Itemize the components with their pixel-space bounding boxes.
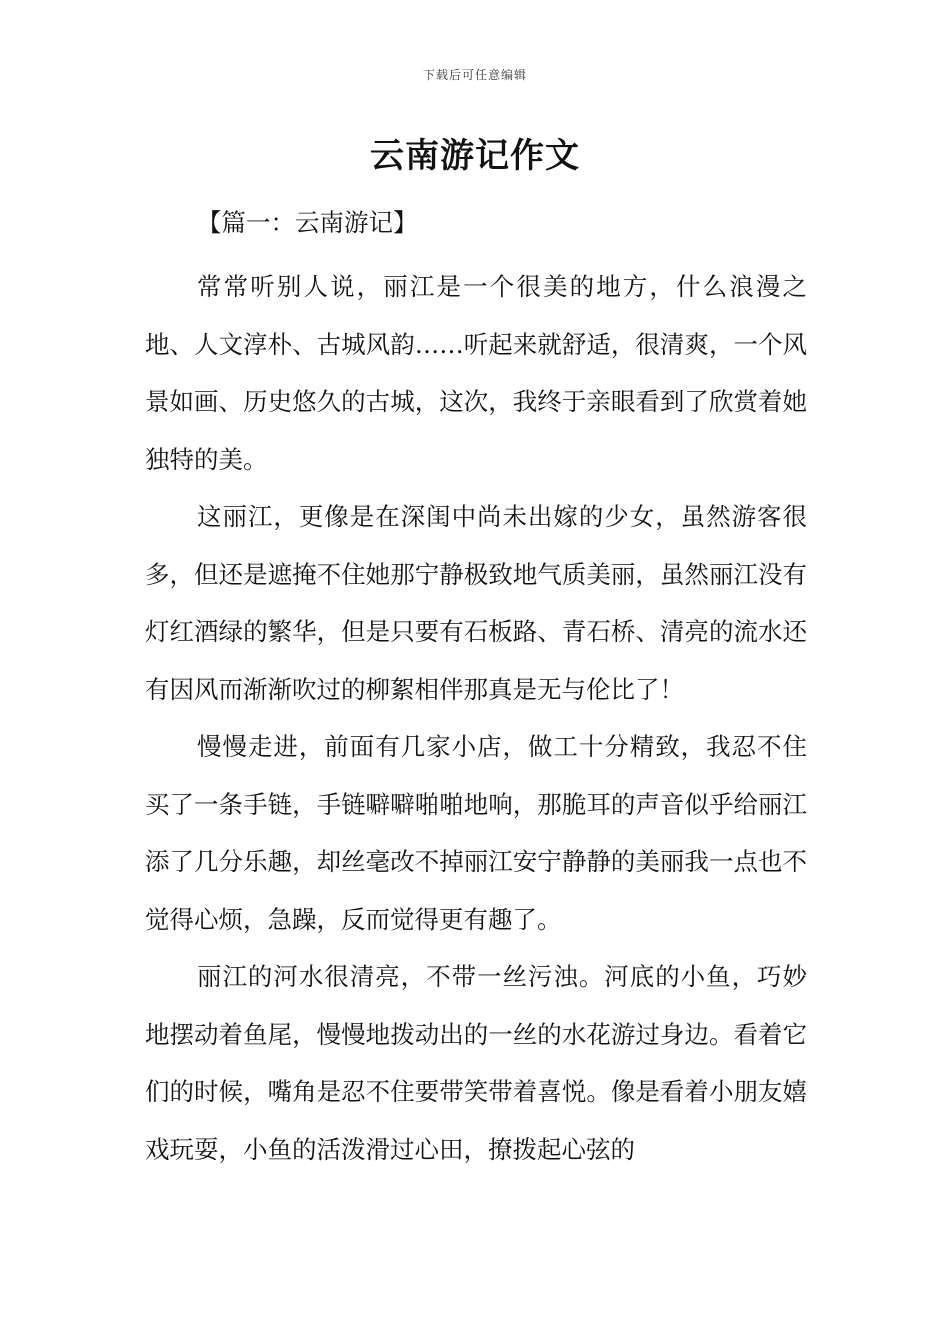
document-title: 云南游记作文 xyxy=(370,136,580,176)
paragraph-4: 丽江的河水很清亮，不带一丝污浊。河底的小鱼，巧妙地摆动着鱼尾，慢慢地拨动出的一丝的水花游过身边。看着它们的时候，嘴角是忍不住要带笑带着喜悦。像是看着小朋友嬉戏玩耍，小鱼的活泼滑过心田，撩拨起心弦的 xyxy=(145,962,807,1164)
paragraph-3: 慢慢走进，前面有几家小店，做工十分精致，我忍不住买了一条手链，手链噼噼啪啪地响，那脆耳的声音似乎给丽江添了几分乐趣，却丝毫改不掉丽江安宁静静的美丽我一点也不觉得心烦，急躁，反而觉得更有趣了。 xyxy=(145,732,807,934)
paragraph-1: 常常听别人说，丽江是一个很美的地方，什么浪漫之地、人文淳朴、古城风韵……听起来就舒适，很清爽，一个风景如画、历史悠久的古城，这次，我终于亲眼看到了欣赏着她独特的美。 xyxy=(145,272,807,474)
paragraph-2: 这丽江，更像是在深闺中尚未出嫁的少女，虽然游客很多，但还是遮掩不住她那宁静极致地气质美丽，虽然丽江没有灯红酒绿的繁华，但是只要有石板路、青石桥、清亮的流水还有因风而渐渐吹过的柳絮相伴那真是无与伦比了！ xyxy=(145,502,807,704)
header-note: 下载后可任意编辑 xyxy=(422,68,527,82)
section-heading: 【篇一：云南游记】 xyxy=(197,208,418,237)
article-body xyxy=(145,258,807,1178)
